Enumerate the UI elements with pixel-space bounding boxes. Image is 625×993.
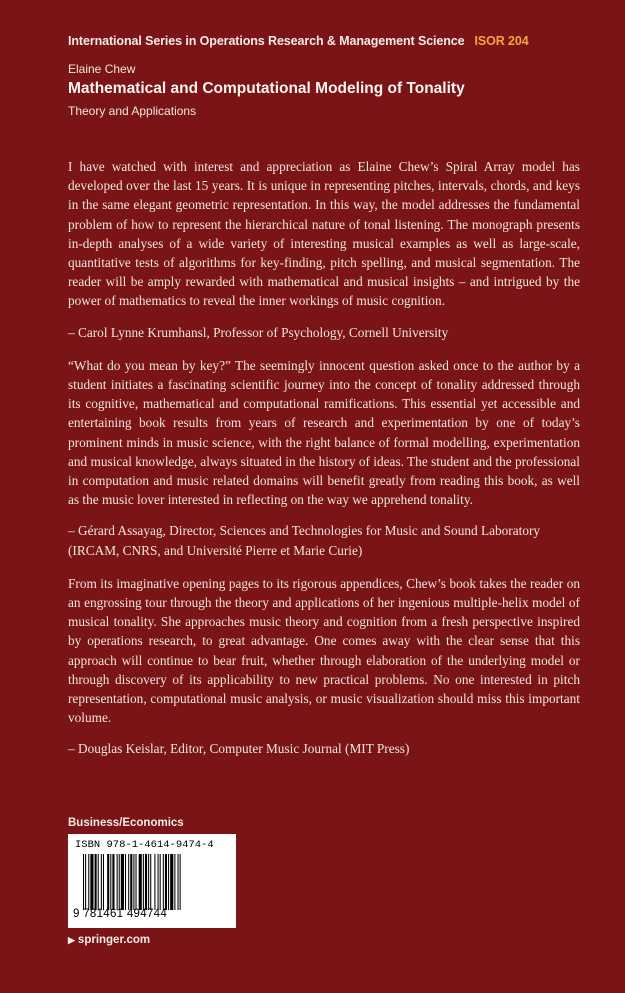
barcode-bar (178, 854, 179, 910)
isor-number: ISOR 204 (474, 34, 529, 48)
series-line (68, 34, 588, 48)
isbn-text: ISBN 978-1-4614-9474-4 (75, 839, 214, 851)
barcode-bar (101, 854, 102, 910)
barcode-bar (85, 854, 86, 910)
barcode-bar (121, 854, 124, 910)
cover-header (68, 34, 588, 118)
barcode-bar (117, 854, 118, 910)
barcode-bar (165, 854, 167, 910)
barcode-bar (154, 854, 155, 910)
barcode-bar (107, 854, 109, 910)
barcode-number: 9 781461 494744 (73, 908, 168, 920)
barcode-bar (98, 854, 99, 910)
cover-footer (68, 817, 236, 946)
barcode-bar (158, 854, 159, 910)
barcode-bars (83, 854, 233, 910)
category-label: Business/Economics (68, 817, 184, 829)
author-name: Elaine Chew (68, 62, 136, 76)
barcode-bar (125, 854, 126, 910)
series-title: International Series in Operations Research & Management Science (68, 34, 465, 48)
barcode-bar (130, 854, 132, 910)
barcode-bar (103, 854, 104, 910)
review-attribution: – Douglas Keislar, Editor, Computer Music Journal (MIT Press) (68, 741, 410, 757)
book-title: Mathematical and Computational Modeling of Tonality (68, 80, 465, 97)
reviews-section (68, 157, 580, 773)
review-attribution: – Carol Lynne Krumhansl, Professor of Psychology, Cornell University (68, 324, 449, 340)
barcode-bar (148, 854, 149, 910)
review-text: I have watched with interest and appreciation as Elaine Chew’s Spiral Array model has developed over the last 15 years. It is unique in representing pitches, intervals, chords, and keys in the same elegant geometric representation. In this way, the model addresses the fundamental problem of how to represent the hierarchical nature of tonal listening. The monograph presents in-depth analyses of a wide variety of interesting musical examples as well as large-scale, quantitative tests of algorithms for key-finding, pitch spelling, and musical segmentation. The reader will be amply rewarded with mathematical and musical insights – and intrigued by the power of mathematics to reveal the inner workings of music cognition. (68, 159, 580, 309)
barcode-bar (136, 854, 137, 910)
barcode-bar (110, 854, 111, 910)
barcode-bar (168, 854, 169, 910)
barcode-bar (170, 854, 173, 910)
barcode-bar (128, 854, 129, 910)
barcode-bar (180, 854, 181, 910)
springer-text: springer.com (77, 934, 151, 946)
barcode-bar (90, 854, 93, 910)
barcode-bar (143, 854, 144, 910)
barcode-bar (145, 854, 147, 910)
triangle-arrow-icon: ▶ (68, 935, 75, 945)
barcode-bar (83, 854, 84, 910)
barcode-bar (112, 854, 114, 910)
barcode-bar (174, 854, 175, 910)
barcode-bar (139, 854, 142, 910)
barcode (68, 834, 236, 928)
review-text: From its imaginative opening pages to its rigorous appendices, Chew’s book takes the reader on an engrossing tour through the theory and applications of her ingenious multiple-helix model of musical tonality. She approaches music theory and cognition from a fresh perspective inspired by operations research, to great advantage. One comes away with the clear sense that this approach will continue to bear fruit, whether through elaboration of the underlying model or through discovery of its applicability to new practical problems. No one interested in pitch representation, computational music analysis, or music visualization should miss this important volume. (68, 575, 580, 726)
review-text: “What do you mean by key?” The seemingly innocent question asked once to the author by a student initiates a fascinating scientific journey into the concept of tonality addressed through its cognitive, mathematical and computational ramifications. This essential yet accessible and entertaining book results from years of research and experimentation by one of today’s prominent minds in music science, with the right balance of formal modelling, experimentation and musical knowledge, always situated in the history of ideas. The student and the professional in computation and music related domains will benefit greatly from reading this book, as well as the music lover interested in reflecting on the way we apprehend tonality. (68, 357, 580, 508)
barcode-bar (160, 854, 161, 910)
review-attribution: – Gérard Assayag, Director, Sciences and Technologies for Music and Sound Laboratory (IRCAM, CNRS, and Université Pierre et Marie Curie) (68, 523, 541, 558)
barcode-bar (88, 854, 89, 910)
barcode-bar (133, 854, 134, 910)
book-subtitle: Theory and Applications (68, 104, 197, 118)
springer-link[interactable] (68, 934, 236, 946)
barcode-bar (163, 854, 164, 910)
barcode-bar (95, 854, 97, 910)
barcode-bar (119, 854, 120, 910)
barcode-bar (150, 854, 151, 910)
